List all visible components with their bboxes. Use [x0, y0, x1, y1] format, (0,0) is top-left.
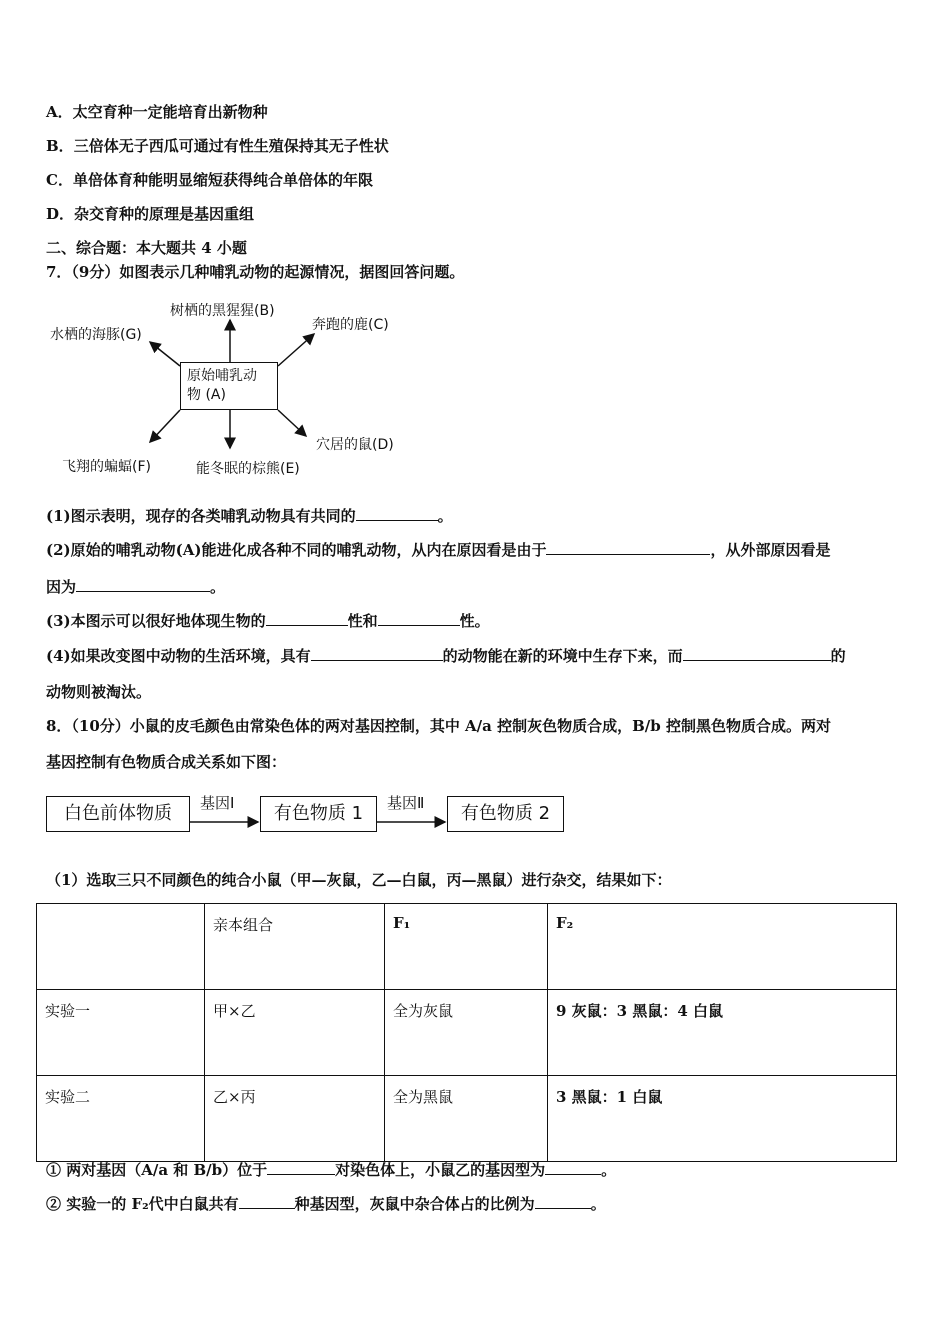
- header-cell: F₂: [548, 904, 897, 990]
- q8-s2-mid: 种基因型，灰鼠中杂合体占的比例为: [294, 1195, 535, 1213]
- q8-s2-end: 。: [590, 1195, 606, 1213]
- box-pigment1: 有色物质 1: [260, 796, 377, 832]
- q7-sub4-mid: 的动物能在新的环境中生存下来，而: [442, 647, 683, 665]
- table-cell: 9 灰鼠：3 黑鼠：4 白鼠: [548, 990, 897, 1076]
- section-heading: 二、综合题：本大题共 4 小题: [46, 239, 247, 257]
- results-table: [36, 903, 897, 1162]
- answer-blank[interactable]: [356, 506, 438, 521]
- answer-blank[interactable]: [267, 1160, 335, 1175]
- q7-sub3-text: (3)本图示可以很好地体现生物的: [46, 612, 266, 630]
- q7-sub4-text: (4)如果改变图中动物的生活环境，具有: [46, 647, 311, 665]
- option-text: 三倍体无子西瓜可通过有性生殖保持其无子性状: [73, 137, 389, 155]
- option-c: [46, 170, 373, 190]
- table-cell: 甲×乙: [205, 990, 385, 1076]
- option-text: 太空育种一定能培育出新物种: [72, 103, 268, 121]
- q7-sub3-end: 性。: [459, 612, 490, 630]
- header-cell: F₁: [385, 904, 548, 990]
- option-letter: D．: [46, 205, 75, 223]
- label-deer: 奔跑的鹿(C): [312, 317, 389, 333]
- option-text: 单倍体育种能明显缩短获得纯合单倍体的年限: [72, 171, 373, 189]
- q7-sub2-mid: ，从外部原因看是: [710, 541, 831, 559]
- arrow-to-d: [278, 410, 306, 436]
- label-dolphin: 水栖的海豚(G): [50, 327, 142, 343]
- q7-sub2-cont: [46, 577, 225, 597]
- q7-sub4: [46, 646, 846, 666]
- answer-blank[interactable]: [545, 1160, 601, 1175]
- q7-sub1-text: (1)图示表明，现存的各类哺乳动物具有共同的: [46, 507, 356, 525]
- table-cell: 实验一: [37, 990, 205, 1076]
- q7-sub2-because: 因为: [46, 578, 77, 596]
- header-cell: 亲本组合: [205, 904, 385, 990]
- table-row: [37, 990, 897, 1076]
- label-chimpanzee: 树栖的黑猩猩(B): [170, 303, 275, 319]
- answer-blank[interactable]: [76, 577, 210, 592]
- q7-sub2-text: (2)原始的哺乳动物(A)能进化成各种不同的哺乳动物，从内在原因看是由于: [46, 541, 547, 559]
- label-mouse: 穴居的鼠(D): [316, 437, 394, 453]
- answer-blank[interactable]: [239, 1194, 295, 1209]
- table-cell: 3 黑鼠：1 白鼠: [548, 1076, 897, 1162]
- q7-header: 7．（9分）如图表示几种哺乳动物的起源情况，据图回答问题。: [46, 263, 465, 281]
- option-a: [46, 102, 268, 122]
- pathway-diagram: [46, 792, 566, 836]
- table-cell: 全为灰鼠: [385, 990, 548, 1076]
- q8-s2-text: ② 实验一的 F₂代中白鼠共有: [46, 1195, 239, 1213]
- table-row: [37, 1076, 897, 1162]
- answer-blank[interactable]: [535, 1194, 591, 1209]
- table-header-row: [37, 904, 897, 990]
- mammal-origin-diagram: [44, 296, 424, 482]
- option-letter: A．: [46, 103, 73, 121]
- q7-sub3-mid: 性和: [347, 612, 378, 630]
- q7-sub4-of: 的: [830, 647, 846, 665]
- table-cell: 乙×丙: [205, 1076, 385, 1162]
- center-label-line1: 原始哺乳动: [187, 368, 257, 384]
- answer-blank[interactable]: [546, 540, 710, 555]
- q7-sub1: [46, 506, 453, 526]
- table-cell: 全为黑鼠: [385, 1076, 548, 1162]
- answer-blank[interactable]: [266, 611, 348, 626]
- answer-blank[interactable]: [378, 611, 460, 626]
- table-cell: 实验二: [37, 1076, 205, 1162]
- q8-s1: [46, 1160, 616, 1180]
- option-letter: C．: [46, 171, 73, 189]
- q8-s1-mid: 对染色体上，小鼠乙的基因型为: [335, 1161, 546, 1179]
- arrow-to-c: [278, 334, 314, 366]
- arrow-to-g: [150, 342, 180, 366]
- header-cell: [37, 904, 205, 990]
- q8-s1-text: ① 两对基因（A/a 和 B/b）位于: [46, 1161, 268, 1179]
- q8-sub1: （1）选取三只不同颜色的纯合小鼠（甲—灰鼠，乙—白鼠，丙—黑鼠）进行杂交，结果如下：: [46, 871, 672, 889]
- q8-s1-end: 。: [601, 1161, 617, 1179]
- box-white-precursor: 白色前体物质: [46, 796, 190, 832]
- label-gene1: 基因Ⅰ: [200, 794, 235, 812]
- q7-sub4-cont: 动物则被淘汰。: [46, 683, 152, 701]
- q7-sub1-end: 。: [437, 507, 453, 525]
- label-bear: 能冬眠的棕熊(E): [196, 461, 300, 477]
- answer-blank[interactable]: [683, 646, 831, 661]
- q8-s2: [46, 1194, 606, 1214]
- primitive-mammal-box: [180, 362, 278, 410]
- q7-sub2: [46, 540, 830, 560]
- q7-sub2-end: 。: [210, 578, 226, 596]
- box-pigment2: 有色物质 2: [447, 796, 564, 832]
- option-b: [46, 136, 389, 156]
- label-gene2: 基因Ⅱ: [387, 794, 425, 812]
- q8-header-cont: 基因控制有色物质合成关系如下图：: [46, 753, 287, 771]
- answer-blank[interactable]: [311, 646, 443, 661]
- q8-header: 8．（10分）小鼠的皮毛颜色由常染色体的两对基因控制，其中 A/a 控制灰色物质合成，B/b 控制黑色物质合成。两对: [46, 717, 831, 735]
- center-label-line2: 物 (A): [187, 387, 226, 403]
- label-bat: 飞翔的蝙蝠(F): [62, 459, 151, 475]
- option-d: [46, 204, 254, 224]
- q7-sub3: [46, 611, 490, 631]
- option-text: 杂交育种的原理是基因重组: [74, 205, 255, 223]
- arrow-to-f: [150, 410, 180, 442]
- option-letter: B．: [46, 137, 74, 155]
